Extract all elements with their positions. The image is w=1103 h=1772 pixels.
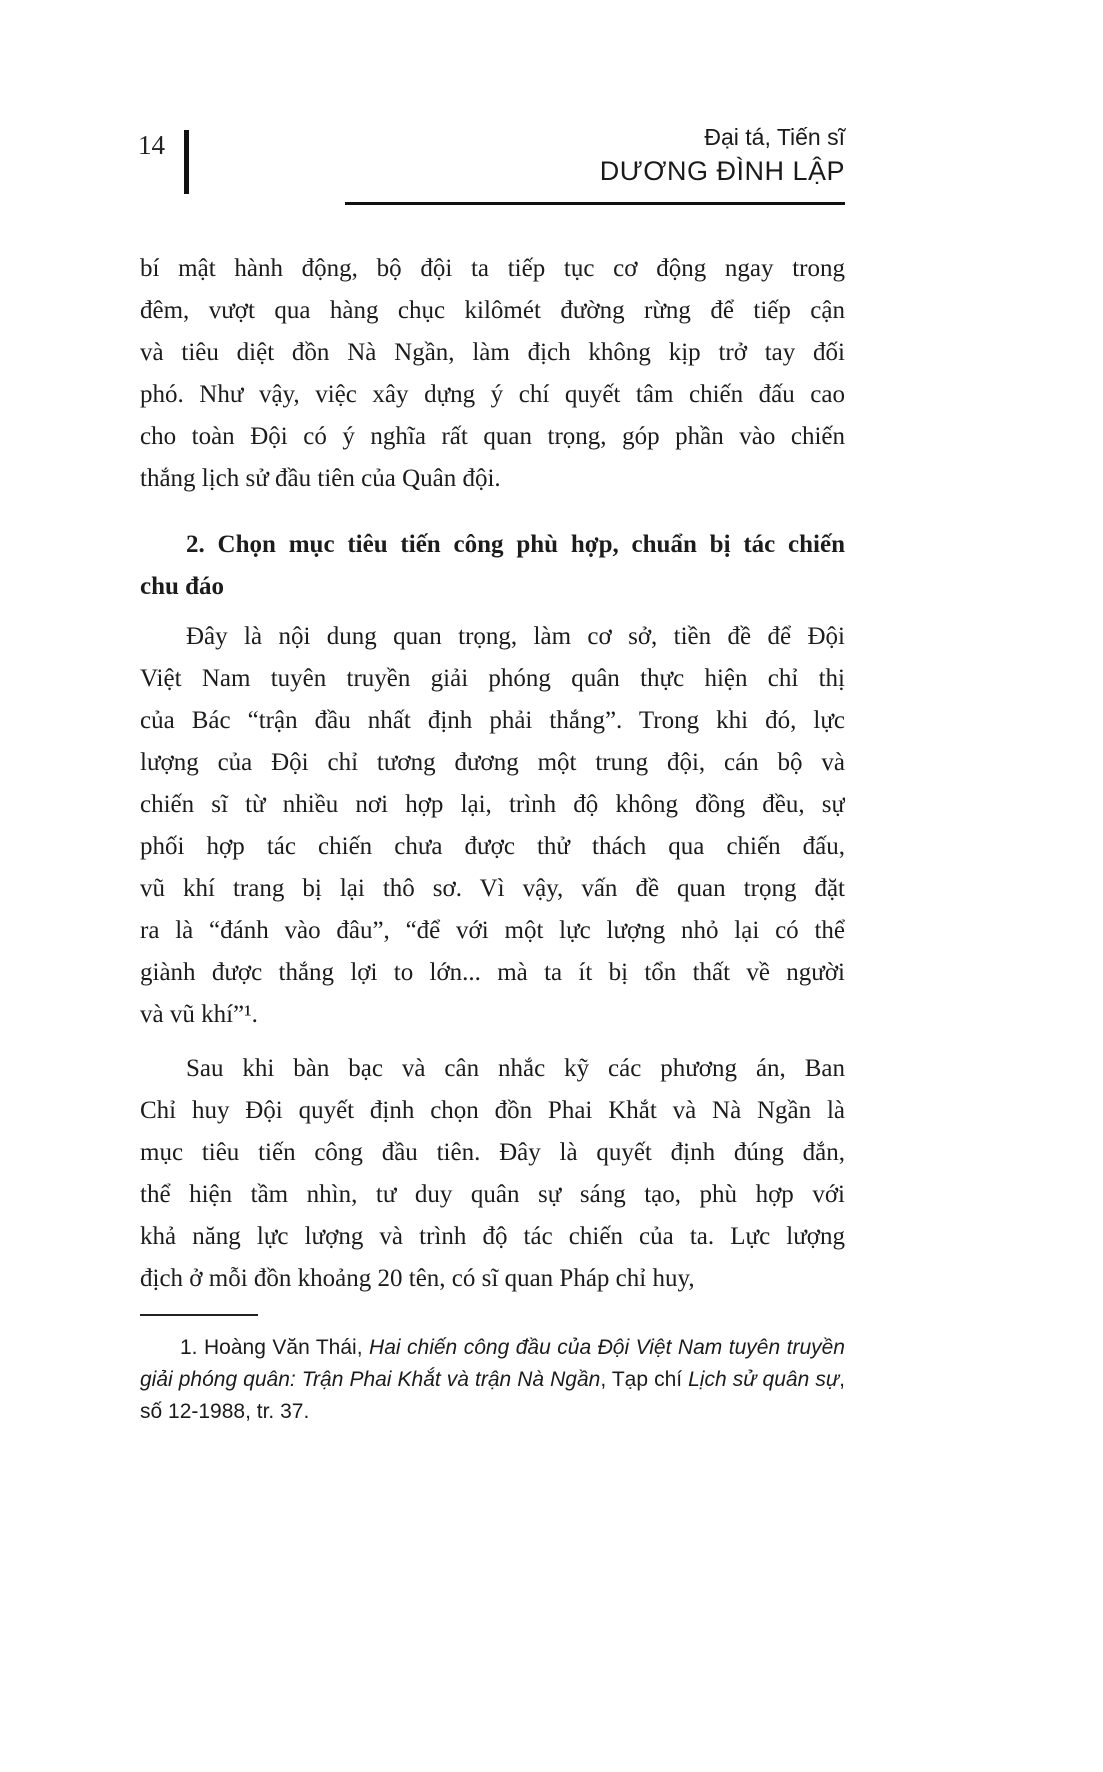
text-line: Chỉ huy Đội quyết định chọn đồn Phai Khắt và Nà Ngần là [140, 1097, 845, 1124]
page-body [140, 248, 845, 1300]
text-line: và vũ khí”¹. [140, 1001, 258, 1028]
author-title: Đại tá, Tiến sĩ [704, 124, 845, 150]
section-heading [140, 524, 845, 608]
footnote-work-title: Lịch sử quân sự [688, 1368, 840, 1391]
header-author-block [600, 124, 845, 187]
text-line: ra là “đánh vào đâu”, “để với một lực lượng nhỏ lại có thể [140, 917, 845, 944]
text-line: vũ khí trang bị lại thô sơ. Vì vậy, vấn đề quan trọng đặt [140, 875, 845, 902]
text-line: đêm, vượt qua hàng chục kilômét đường rừng để tiếp cận [140, 297, 845, 324]
footnote-separator [140, 1314, 258, 1316]
footnote-text: 1. Hoàng Văn Thái, [180, 1336, 370, 1359]
text-line: 2. Chọn mục tiêu tiến công phù hợp, chuẩn bị tác chiến [186, 531, 845, 558]
text-line: thắng lịch sử đầu tiên của Quân đội. [140, 465, 501, 492]
paragraph [140, 616, 845, 1036]
text-line: khả năng lực lượng và trình độ tác chiến của ta. Lực lượng [140, 1223, 845, 1250]
header-vertical-rule [184, 130, 189, 194]
text-line: địch ở mỗi đồn khoảng 20 tên, có sĩ quan Pháp chỉ huy, [140, 1265, 695, 1292]
text-line: Đây là nội dung quan trọng, làm cơ sở, tiền đề để Đội [186, 623, 845, 650]
footnote-text: , Tạp chí [600, 1368, 689, 1391]
text-line: chu đáo [140, 573, 225, 600]
text-line: bí mật hành động, bộ đội ta tiếp tục cơ động ngay trong [140, 255, 845, 282]
footnote-text: , số 12-1988, tr. 37. [140, 1368, 845, 1423]
text-line: và tiêu diệt đồn Nà Ngần, làm địch không kịp trở tay đối [140, 339, 845, 366]
text-line: phối hợp tác chiến chưa được thử thách qua chiến đấu, [140, 833, 845, 860]
text-line: thể hiện tầm nhìn, tư duy quân sự sáng tạo, phù hợp với [140, 1181, 845, 1208]
text-line: cho toàn Đội có ý nghĩa rất quan trọng, góp phần vào chiến [140, 423, 845, 450]
footnote-work-title: Hai chiến công đầu của Đội Việt Nam tuyên truyền giải phóng quân: Trận Phai Khắt và trận Nà Ngần [140, 1336, 845, 1391]
footnote [140, 1332, 845, 1428]
paragraph [140, 248, 845, 500]
text-line: chiến sĩ từ nhiều nơi hợp lại, trình độ không đồng đều, sự [140, 791, 845, 818]
text-line: Sau khi bàn bạc và cân nhắc kỹ các phương án, Ban [186, 1055, 845, 1082]
page-number: 14 [138, 130, 165, 160]
text-line: mục tiêu tiến công đầu tiên. Đây là quyết định đúng đắn, [140, 1139, 845, 1166]
text-line: Việt Nam tuyên truyền giải phóng quân thực hiện chỉ thị [140, 665, 845, 692]
header-rule [345, 202, 845, 205]
text-line: phó. Như vậy, việc xây dựng ý chí quyết tâm chiến đấu cao [140, 381, 845, 408]
paragraph [140, 1048, 845, 1300]
text-line: giành được thắng lợi to lớn... mà ta ít bị tổn thất về người [140, 959, 845, 986]
author-name: DƯƠNG ĐÌNH LẬP [599, 156, 845, 186]
text-line: lượng của Đội chỉ tương đương một trung đội, cán bộ và [140, 749, 845, 776]
text-line: của Bác “trận đầu nhất định phải thắng”. Trong khi đó, lực [140, 707, 845, 734]
